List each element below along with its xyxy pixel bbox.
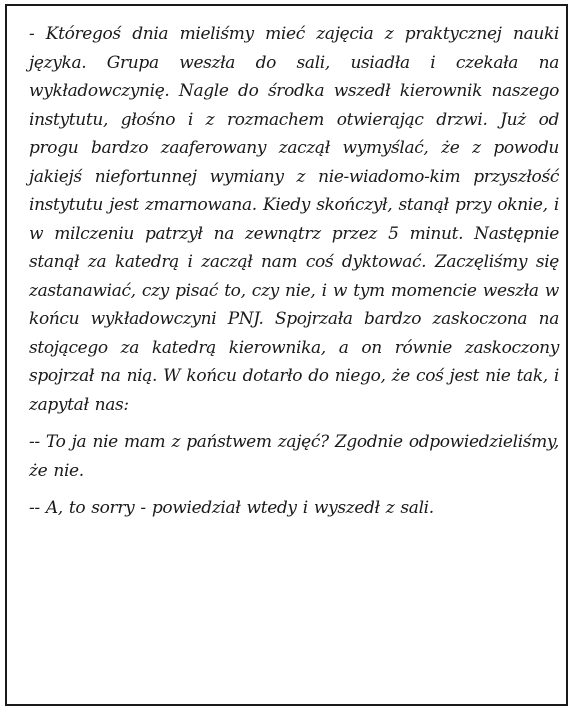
paragraph-question: -- To ja nie mam z państwem zajęć? Zgodnie odpowiedzieliśmy, że nie. [29, 432, 559, 481]
paragraph-ending: -- A, to sorry - powiedział wtedy i wyszedł z sali. [29, 498, 434, 518]
anecdote-text [29, 20, 559, 523]
text-box [5, 4, 568, 706]
paragraph-story: - Któregoś dnia mieliśmy mieć zajęcia z praktycznej nauki języka. Grupa weszła do sali, usiadła i czekała na wykładowczynię. Nagle do środka wszedł kierownik naszego instytutu, głośno i z rozmachem otwierając drzwi. Już od progu bardzo zaaferowany zaczął wymyślać, że z powodu jakiejś niefortunnej wymiany z nie-wiadomo-kim przyszłość instytutu jest zmarnowana. Kiedy skończył, stanął przy oknie, i w milczeniu patrzył na zewnątrz przez 5 minut. Następnie stanął za katedrą i zaczął nam coś dyktować. Zaczęliśmy się zastanawiać, czy pisać to, czy nie, i w tym momencie weszła w końcu wykładowczyni PNJ. Spojrzała bardzo zaskoczona na stojącego za katedrą kierownika, a on równie zaskoczony spojrzał na nią. W końcu dotarło do niego, że coś jest nie tak, i zapytał nas: [29, 24, 559, 415]
